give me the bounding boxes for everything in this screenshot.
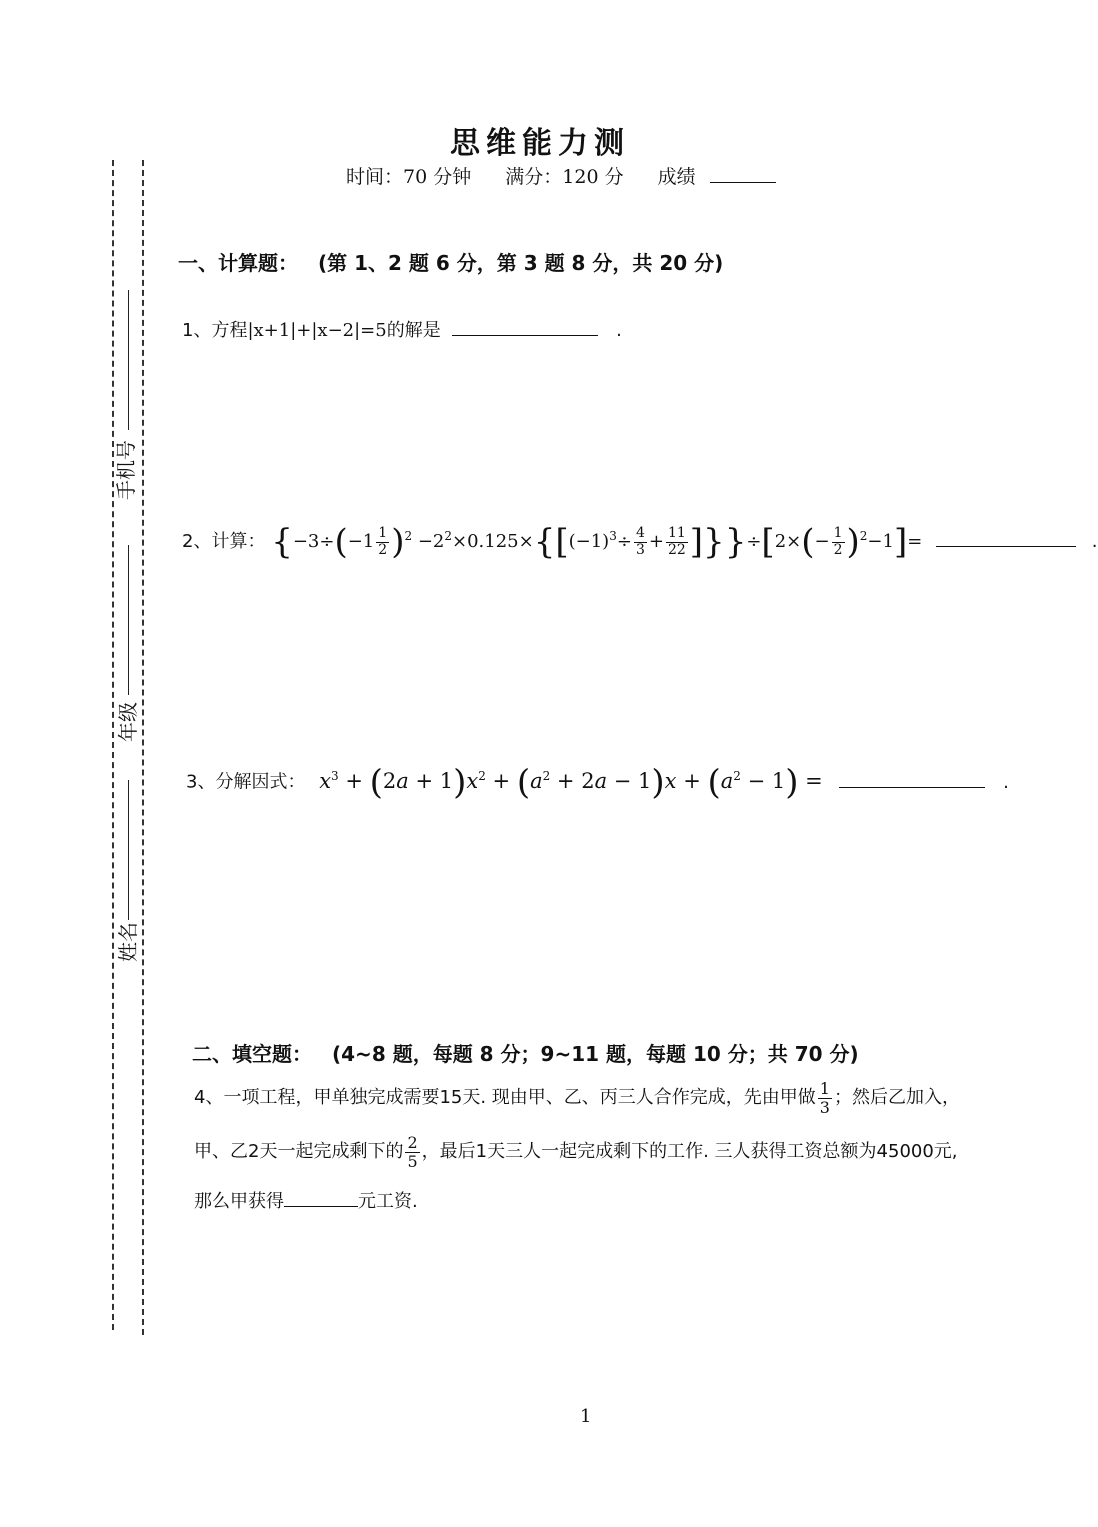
full-score-info: 满分：120 分	[505, 166, 624, 188]
binding-dash-inner	[142, 160, 144, 1335]
q2-prefix: 计算：	[211, 531, 266, 552]
question-1	[182, 316, 622, 342]
q3-number: 3、	[186, 771, 216, 793]
section1-title: 一、计算题：	[178, 251, 298, 275]
q3-answer-blank[interactable]	[839, 787, 985, 788]
section2-note: (4~8 题，每题 8 分；9~11 题，每题 10 分；共 70 分)	[332, 1042, 859, 1066]
question-3	[186, 762, 1009, 802]
q4-fraction-2: $\frac{2}{5}$	[407, 1133, 418, 1171]
score-blank[interactable]	[710, 182, 776, 183]
q3-end: .	[1003, 771, 1009, 793]
q2-answer-blank[interactable]	[936, 546, 1076, 547]
q1-prefix: 方程	[211, 320, 248, 341]
binding-dash-outer	[112, 160, 114, 1330]
grade-label: 年级	[116, 702, 140, 742]
phone-blank-line	[128, 290, 129, 430]
q4-line2-tail: ，最后1天三人一起完成剩下的工作. 三人获得工资总额为45000元,	[421, 1141, 958, 1163]
q2-expression: {−3÷(−1 $\frac{1}{2}$ )$^2 -2^2\times 0.125\times\{[(-1)^3\div$ $\frac{4}{3}$ + $\frac{11}{22}$ ]}}÷[2×(− $\frac{1}{2}$ )$^2$−1]=	[271, 522, 929, 562]
q4-fraction-1: $\frac{1}{3}$	[819, 1079, 830, 1117]
question-4-line-1	[194, 1080, 960, 1116]
page-number: 1	[580, 1406, 592, 1427]
name-label: 姓名	[116, 922, 140, 962]
score-label: 成绩	[657, 166, 696, 188]
q1-expression: |x+1|+|x−2|=5	[247, 320, 387, 341]
q3-expression: $x^3 + (2a + 1)x^2 + (a^2 + 2a - 1)x + (a^2 - 1)$ =	[319, 762, 830, 802]
section2-title: 二、填空题：	[192, 1042, 312, 1066]
exam-title: 思维能力测	[450, 126, 630, 161]
q2-end: .	[1091, 531, 1098, 552]
name-blank-line	[128, 780, 129, 920]
q1-answer-blank[interactable]	[452, 335, 598, 336]
grade-blank-line	[128, 545, 129, 695]
q1-number: 1、	[182, 320, 212, 341]
question-2	[182, 522, 1098, 562]
q4-answer-blank[interactable]	[284, 1206, 358, 1207]
phone-label: 手机号	[114, 440, 138, 500]
q2-number: 2、	[182, 531, 212, 552]
section1-note: (第 1、2 题 6 分，第 3 题 8 分，共 20 分)	[318, 251, 724, 275]
section1-heading	[178, 247, 723, 276]
time-info: 时间：70 分钟	[346, 166, 472, 188]
q4-line1-tail: ；然后乙加入，	[833, 1087, 960, 1109]
section2-heading	[192, 1038, 859, 1067]
q3-prefix: 分解因式：	[215, 771, 306, 793]
q1-suffix: 的解是	[386, 320, 441, 341]
q4-line3-text: 那么甲获得	[194, 1191, 284, 1212]
q4-line2-text: 甲、乙2天一起完成剩下的	[194, 1141, 404, 1163]
question-4-line-2	[194, 1134, 958, 1170]
exam-meta	[346, 162, 776, 189]
question-4-line-3	[194, 1188, 418, 1215]
q4-line1-text: 4、一项工程，甲单独完成需要15天. 现由甲、乙、丙三人合作完成，先由甲做	[194, 1087, 816, 1109]
q1-end: .	[616, 320, 622, 341]
q4-line3-tail: 元工资.	[358, 1191, 418, 1212]
